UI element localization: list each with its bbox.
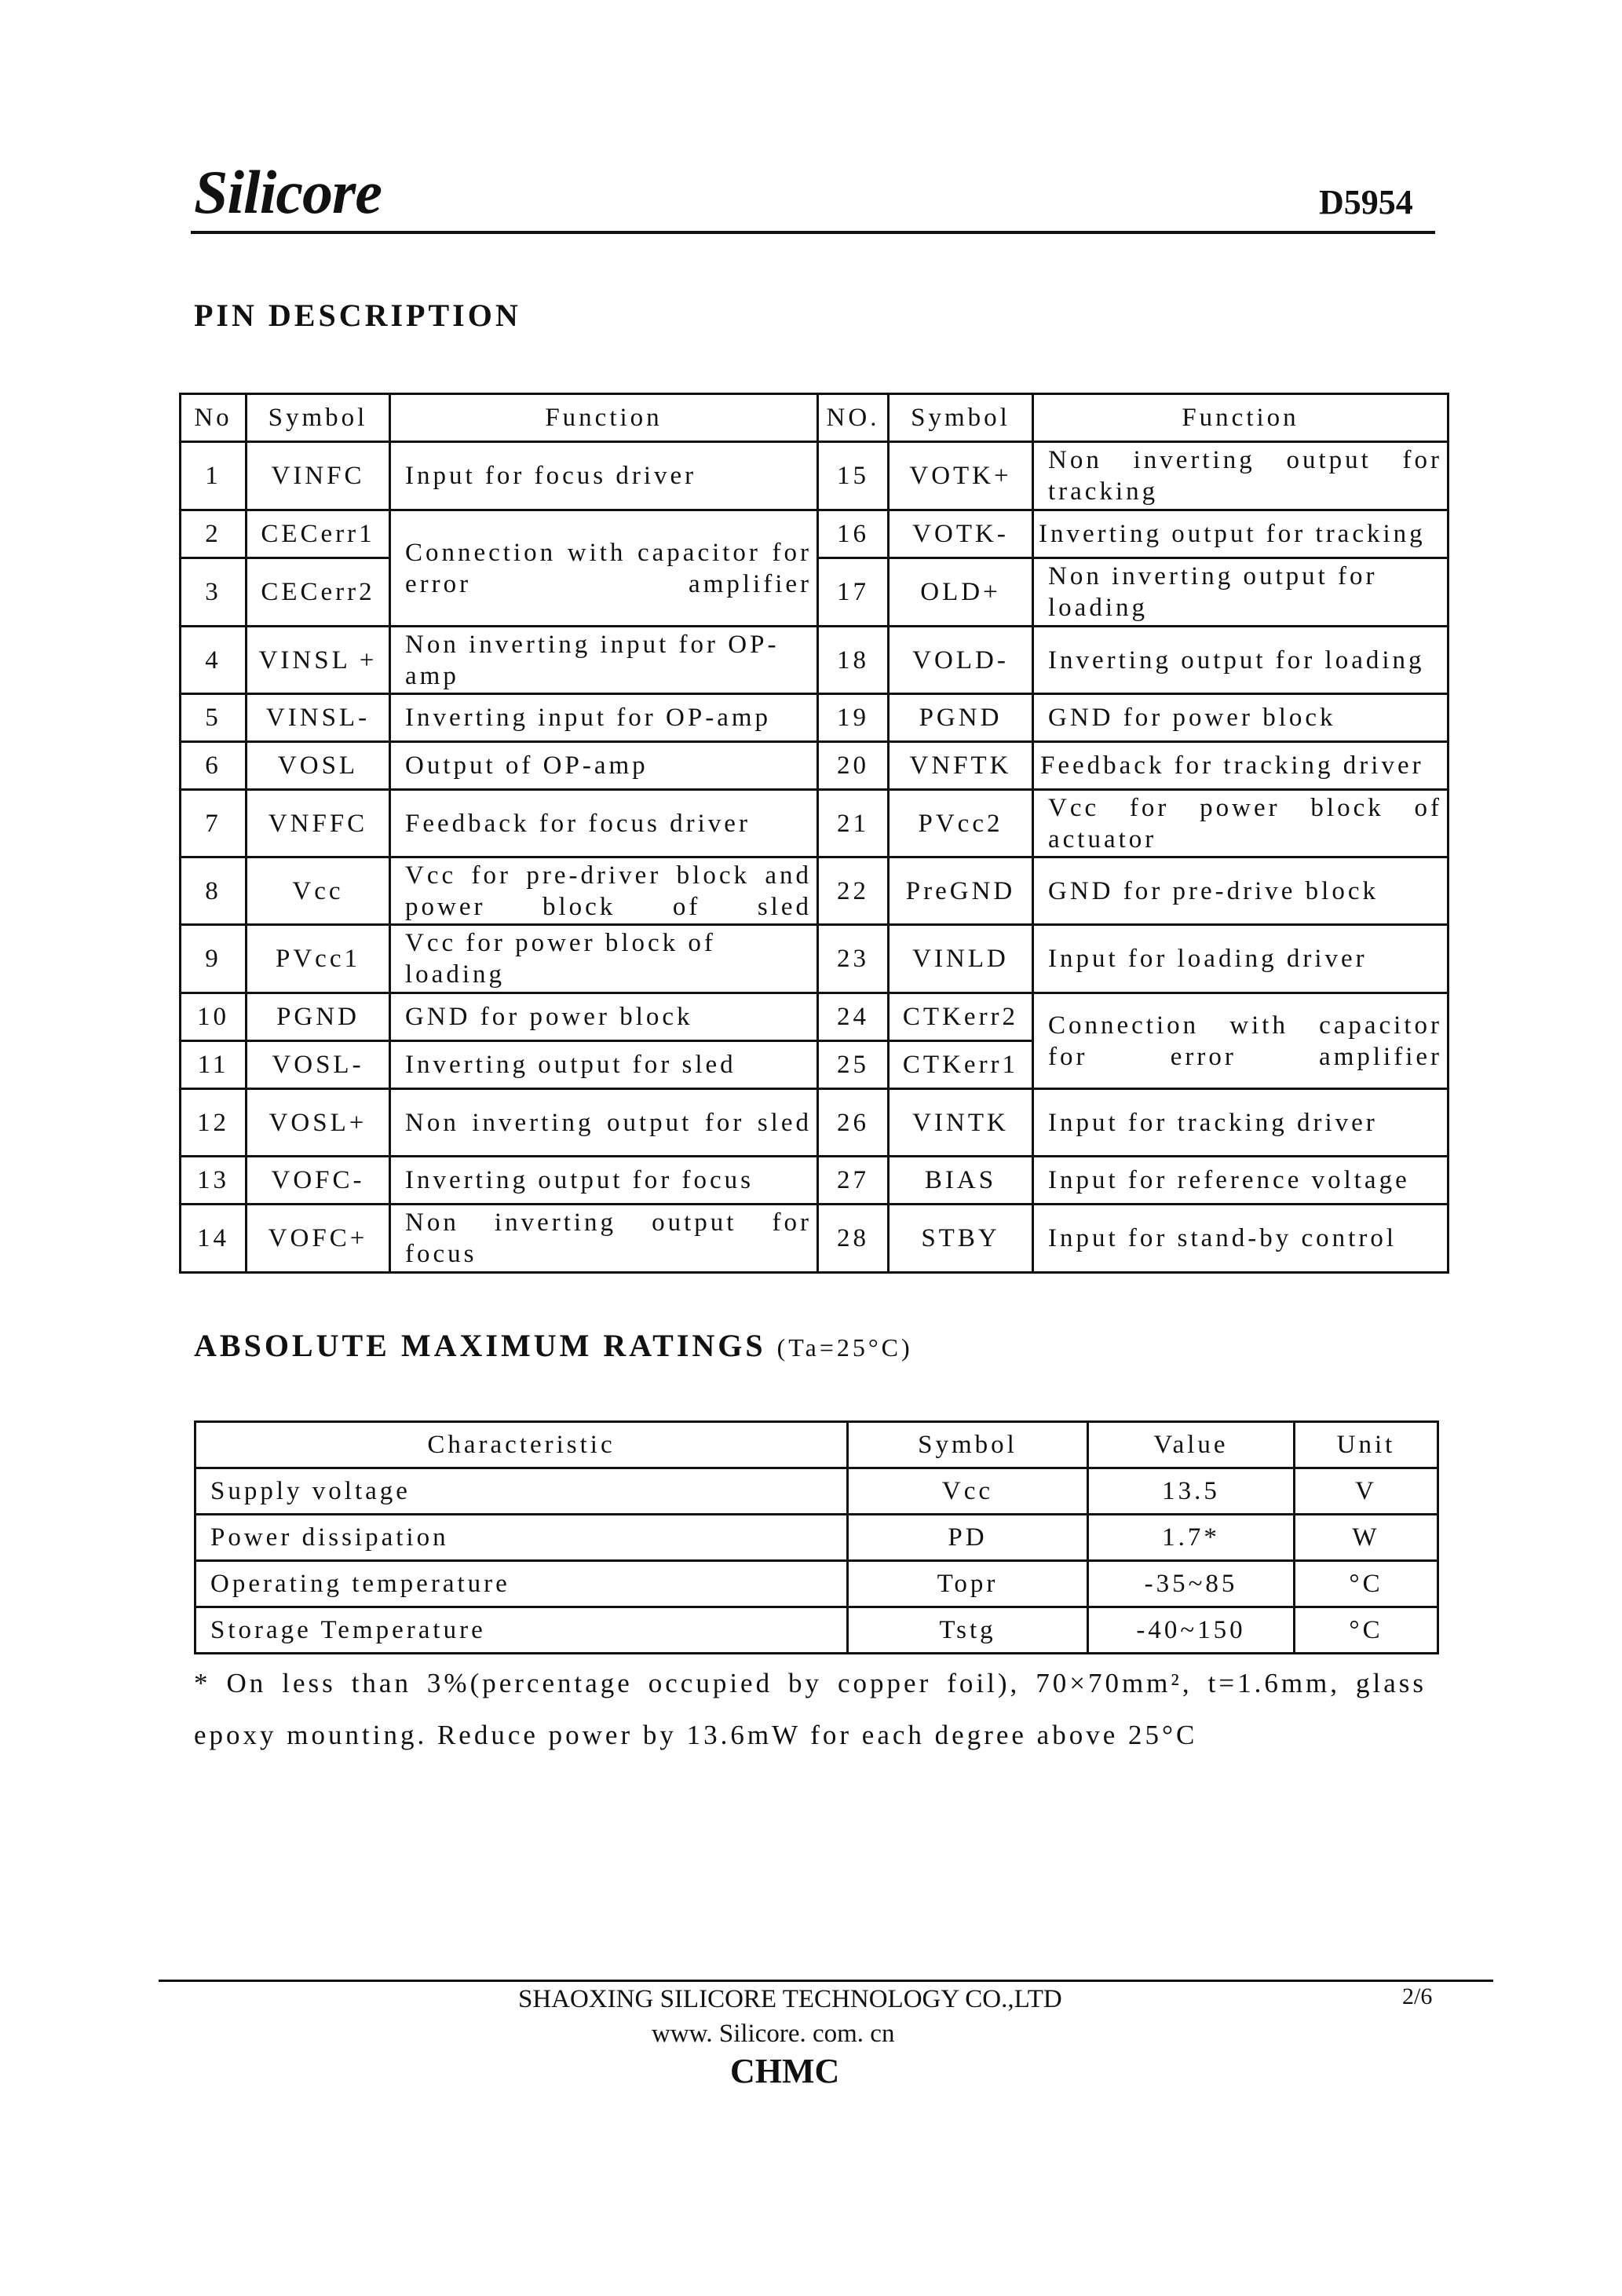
pin-function: Input for reference voltage — [1033, 1157, 1448, 1205]
pin-symbol: VOTK+ — [889, 442, 1033, 510]
pin-function: Vcc for power block of loading — [390, 925, 818, 993]
page-number: 2/6 — [1402, 1983, 1433, 2009]
pin-function: Non inverting output for tracking — [1033, 442, 1448, 510]
table-header-row — [181, 394, 1448, 442]
pin-symbol: VOSL+ — [247, 1089, 390, 1157]
pin-function: Non inverting input for OP-amp — [390, 627, 818, 694]
pin-symbol: PreGND — [889, 857, 1033, 925]
pin-function: GND for power block — [390, 993, 818, 1041]
pin-function: Input for tracking driver — [1033, 1089, 1448, 1157]
pin-function: Input for loading driver — [1033, 925, 1448, 993]
pin-symbol: PVcc1 — [247, 925, 390, 993]
header-symbol: Symbol — [848, 1422, 1088, 1468]
ratings-title-text: ABSOLUTE MAXIMUM RATINGS — [194, 1328, 766, 1363]
pin-function: Inverting input for OP-amp — [390, 694, 818, 742]
table-row — [181, 857, 1448, 925]
pin-number: 16 — [818, 510, 889, 558]
header-function: Function — [390, 394, 818, 442]
pin-function: Non inverting output for sled — [390, 1089, 818, 1157]
pin-symbol: CECerr1 — [247, 510, 390, 558]
pin-symbol: VOFC+ — [247, 1205, 390, 1273]
pin-function: Connection with capacitor for error amplifier — [390, 510, 818, 627]
rating-symbol: Tstg — [848, 1607, 1088, 1654]
pin-number: 4 — [181, 627, 247, 694]
pin-function: Connection with capacitor for error amplifier — [1033, 993, 1448, 1089]
pin-number: 2 — [181, 510, 247, 558]
table-row — [181, 627, 1448, 694]
rating-characteristic: Operating temperature — [195, 1561, 848, 1607]
rating-unit: W — [1295, 1515, 1438, 1561]
rating-value: -35~85 — [1088, 1561, 1295, 1607]
pin-symbol: VOLD- — [889, 627, 1033, 694]
pin-function: Inverting output for loading — [1033, 627, 1448, 694]
table-row — [181, 993, 1448, 1041]
pin-function: Vcc for pre-driver block and power block of sled — [390, 857, 818, 925]
header-function: Function — [1033, 394, 1448, 442]
pin-number: 12 — [181, 1089, 247, 1157]
rating-characteristic: Power dissipation — [195, 1515, 848, 1561]
rating-symbol: PD — [848, 1515, 1088, 1561]
pin-symbol: VOSL- — [247, 1041, 390, 1089]
pin-number: 22 — [818, 857, 889, 925]
pin-function: Feedback for tracking driver — [1033, 742, 1448, 790]
pin-number: 14 — [181, 1205, 247, 1273]
pin-symbol: VOSL — [247, 742, 390, 790]
table-row — [181, 1089, 1448, 1157]
pin-symbol: Vcc — [247, 857, 390, 925]
pin-symbol: VNFFC — [247, 790, 390, 857]
pin-symbol: BIAS — [889, 1157, 1033, 1205]
rating-characteristic: Storage Temperature — [195, 1607, 848, 1654]
rating-value: 13.5 — [1088, 1468, 1295, 1515]
table-row — [181, 1205, 1448, 1273]
header-unit: Unit — [1295, 1422, 1438, 1468]
pin-function: GND for pre-drive block — [1033, 857, 1448, 925]
table-row — [181, 925, 1448, 993]
pin-number: 7 — [181, 790, 247, 857]
table-row — [195, 1607, 1438, 1654]
header-no: NO. — [818, 394, 889, 442]
pin-function: Inverting output for focus — [390, 1157, 818, 1205]
table-header-row — [195, 1422, 1438, 1468]
table-row — [181, 790, 1448, 857]
pin-symbol: PVcc2 — [889, 790, 1033, 857]
brand-logo: Silicore — [194, 158, 382, 226]
pin-number: 19 — [818, 694, 889, 742]
table-row — [181, 510, 1448, 558]
pin-number: 13 — [181, 1157, 247, 1205]
pin-number: 28 — [818, 1205, 889, 1273]
pin-symbol: VINSL- — [247, 694, 390, 742]
table-row — [181, 694, 1448, 742]
pin-function: GND for power block — [1033, 694, 1448, 742]
table-row — [195, 1468, 1438, 1515]
pin-number: 23 — [818, 925, 889, 993]
pin-number: 1 — [181, 442, 247, 510]
pin-number: 26 — [818, 1089, 889, 1157]
pin-description-table — [179, 393, 1449, 1274]
pin-function: Input for stand-by control — [1033, 1205, 1448, 1273]
pin-number: 21 — [818, 790, 889, 857]
pin-function: Inverting output for sled — [390, 1041, 818, 1089]
pin-number: 5 — [181, 694, 247, 742]
pin-symbol: CECerr2 — [247, 558, 390, 627]
pin-symbol: PGND — [889, 694, 1033, 742]
rating-value: 1.7* — [1088, 1515, 1295, 1561]
pin-number: 3 — [181, 558, 247, 627]
pin-number: 20 — [818, 742, 889, 790]
pin-number: 10 — [181, 993, 247, 1041]
pin-number: 9 — [181, 925, 247, 993]
rating-unit: °C — [1295, 1607, 1438, 1654]
ratings-title — [194, 1327, 913, 1364]
pin-number: 18 — [818, 627, 889, 694]
pin-symbol: VINFC — [247, 442, 390, 510]
header-rule — [191, 231, 1435, 234]
pin-function: Non inverting output for loading — [1033, 558, 1448, 627]
part-number: D5954 — [1319, 183, 1413, 221]
pin-symbol: CTKerr2 — [889, 993, 1033, 1041]
header-value: Value — [1088, 1422, 1295, 1468]
pin-function: Inverting output for tracking — [1033, 510, 1448, 558]
pin-symbol: VINTK — [889, 1089, 1033, 1157]
pin-function: Input for focus driver — [390, 442, 818, 510]
ratings-table — [194, 1420, 1439, 1654]
header-symbol: Symbol — [247, 394, 390, 442]
rating-characteristic: Supply voltage — [195, 1468, 848, 1515]
pin-number: 27 — [818, 1157, 889, 1205]
pin-symbol: STBY — [889, 1205, 1033, 1273]
footer-website: www. Silicore. com. cn — [652, 2020, 895, 2048]
pin-description-title: PIN DESCRIPTION — [194, 298, 521, 333]
ratings-footnote-line2: epoxy mounting. Reduce power by 13.6mW for each degree above 25°C — [194, 1720, 1198, 1750]
pin-number: 11 — [181, 1041, 247, 1089]
rating-unit: °C — [1295, 1561, 1438, 1607]
pin-symbol: VNFTK — [889, 742, 1033, 790]
pin-symbol: VINSL + — [247, 627, 390, 694]
footer-rule — [159, 1980, 1493, 1982]
pin-function: Non inverting output for focus — [390, 1205, 818, 1273]
rating-symbol: Topr — [848, 1561, 1088, 1607]
pin-number: 6 — [181, 742, 247, 790]
table-row — [195, 1515, 1438, 1561]
ratings-footnote-line1: * On less than 3%(percentage occupied by copper foil), 70×70mm², t=1.6mm, glass — [194, 1668, 1427, 1698]
pin-number: 24 — [818, 993, 889, 1041]
footer-company: SHAOXING SILICORE TECHNOLOGY CO.,LTD — [518, 1985, 1062, 2013]
pin-symbol: OLD+ — [889, 558, 1033, 627]
pin-number: 8 — [181, 857, 247, 925]
table-row — [181, 742, 1448, 790]
pin-number: 15 — [818, 442, 889, 510]
pin-symbol: VOTK- — [889, 510, 1033, 558]
pin-symbol: VOFC- — [247, 1157, 390, 1205]
ratings-condition: (Ta=25°C) — [776, 1333, 913, 1362]
rating-value: -40~150 — [1088, 1607, 1295, 1654]
table-row — [181, 442, 1448, 510]
rating-unit: V — [1295, 1468, 1438, 1515]
pin-number: 25 — [818, 1041, 889, 1089]
header-no: No — [181, 394, 247, 442]
pin-symbol: CTKerr1 — [889, 1041, 1033, 1089]
pin-function: Vcc for power block of actuator — [1033, 790, 1448, 857]
table-row — [181, 1157, 1448, 1205]
table-row — [195, 1561, 1438, 1607]
footer-chmc: CHMC — [730, 2052, 840, 2090]
rating-symbol: Vcc — [848, 1468, 1088, 1515]
pin-number: 17 — [818, 558, 889, 627]
header-characteristic: Characteristic — [195, 1422, 848, 1468]
header-symbol: Symbol — [889, 394, 1033, 442]
pin-function: Feedback for focus driver — [390, 790, 818, 857]
pin-symbol: PGND — [247, 993, 390, 1041]
pin-symbol: VINLD — [889, 925, 1033, 993]
pin-function: Output of OP-amp — [390, 742, 818, 790]
